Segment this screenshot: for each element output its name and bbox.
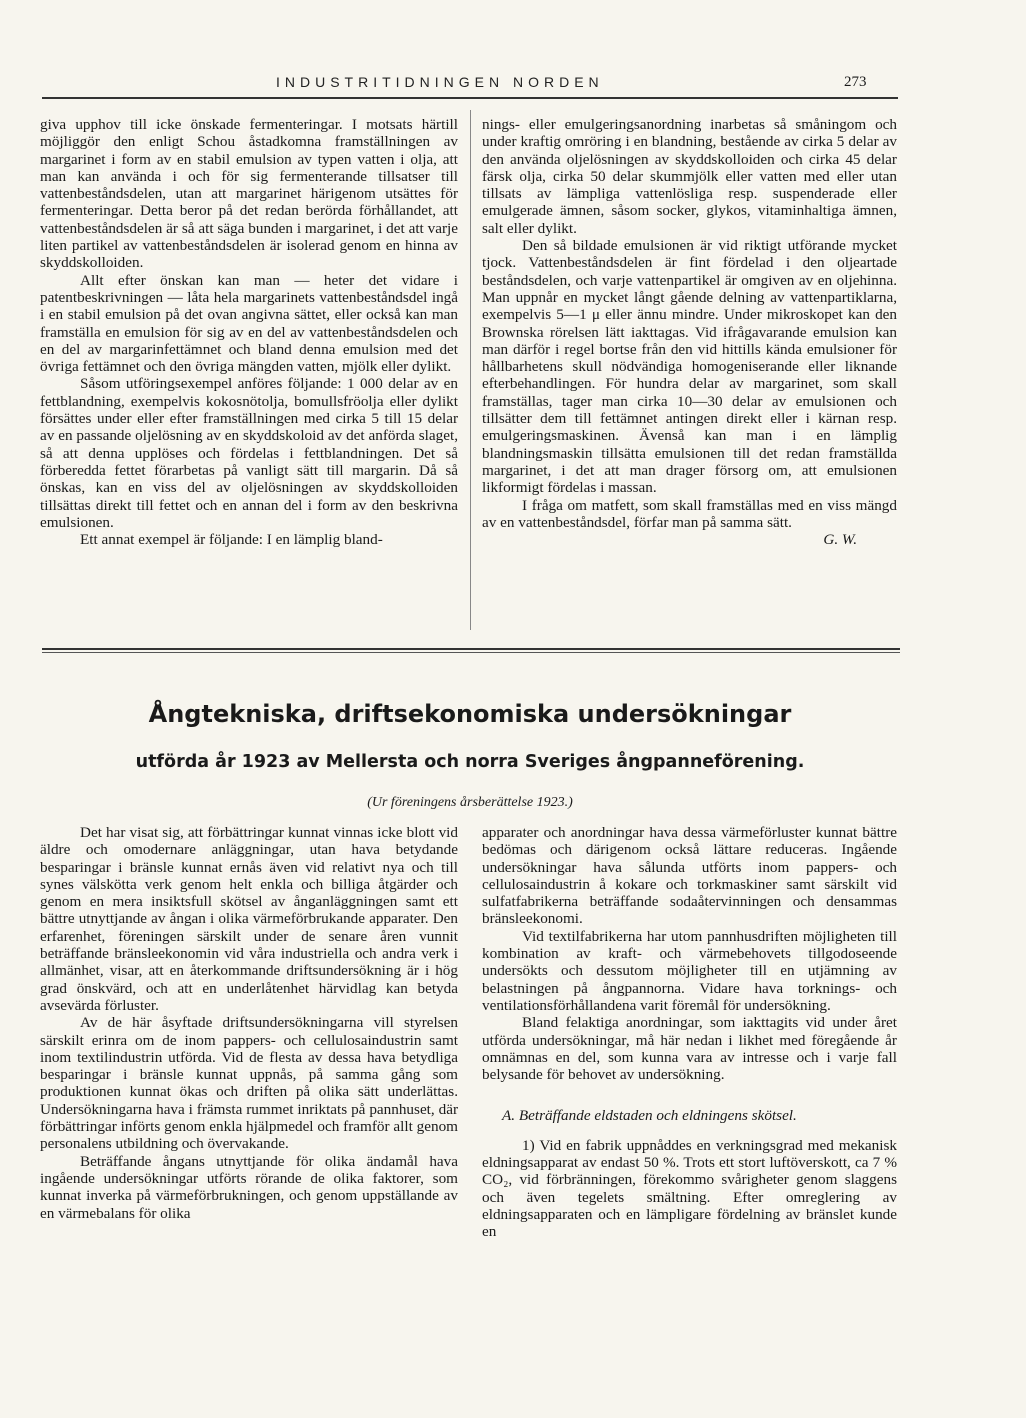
paragraph: 1) Vid en fabrik uppnåddes en verkningsgrad med mekanisk eldningsapparat av endast 50 %. Trots ett stort luftöverskott, ca 7 % CO₂, vid förbränningen, förekommo svårigheter genom slaggens och även tegelets smältning. Efter omreglering av eldningsapparaten och en lämpligare fördelning av bränslet kunde en bbox=[482, 1136, 897, 1241]
author-signature: G. W. bbox=[823, 531, 857, 549]
paragraph: I fråga om matfett, som skall framställas med en viss mängd av en vattenbeståndsdel, förfar man på samma sätt. bbox=[482, 496, 897, 531]
running-head: INDUSTRITIDNINGEN NORDEN bbox=[276, 74, 604, 90]
page-number: 273 bbox=[844, 74, 867, 90]
paragraph: Bland felaktiga anordningar, som iakttagits vid under året utförda undersökningar, må här nedan i likhet med föregående år omnämnas en del, som kunna vara av intresse och i varje fall belysande för behovet av undersökning. bbox=[482, 1014, 897, 1084]
paragraph: apparater och anordningar hava dessa värmeförluster kunnat bättre bedömas och därigenom också lättare reduceras. Ingående undersökningar hava sålunda utförts inom pappers- och cellulosaindustrin å kokare och torkmaskiner samt särskilt vid sulfatfabrikerna beträffande sodaåtervinningen och densammas bränsleekonomi. bbox=[482, 824, 897, 928]
section-divider bbox=[42, 652, 900, 653]
paragraph: nings- eller emulgeringsanordning inarbetas så småningom och under kraftig omröring i en blandning, bestående av cirka 5 delar av den använda oljelösningen av skyddskolloiden och cirka 45 delar färsk olja, cirka 50 delar skummjölk eller vatten med eller utan tillsats av lämpliga vattenlösliga resp. suspenderade eller emulgerade ämnen, såsom socker, glykos, vitaminhaltiga ämnen, salt eller dylikt. bbox=[482, 116, 897, 237]
section-divider bbox=[42, 648, 900, 650]
column-separator bbox=[470, 110, 471, 630]
article-title: Ångtekniska, driftsekonomiska undersökningar bbox=[148, 700, 792, 728]
top-article-column-left bbox=[40, 116, 458, 548]
paragraph: Beträffande ångans utnyttjande för olika ändamål hava ingående undersökningar utförts rörande de olika faktorer, som kunnat inverka på värmeförbrukningen, och genom uppställande av en värmebalans för olika bbox=[40, 1152, 458, 1222]
paragraph: Den så bildade emulsionen är vid riktigt utförande mycket tjock. Vattenbeståndsdelen är fint fördelad i den oljeartade beståndsdelen, och varje vattenpartikel är omgiven av en oljehinna. Man uppnår en mycket långt gående delning av vattenpartiklarna, exempelvis 5—1 μ eller ännu mindre. Under mikroskopet kan den Brownska rörelsen lätt iakttagas. Vid ifrågavarande emulsion kan man därför i regel bortse från den vid hittills kända emulsioner för hållbarhetens skull nödvändiga homogeniserande eller liknande efterbehandlingen. För hundra delar av margarinet, som skall framställas, tager man cirka 10—30 delar av emulsionen och tillsätter dem till fettämnet antingen direkt eller i kärnan resp. emulgeringsmaskinen. Ävenså kan man i en lämplig blandningsmaskin tillsätta emulsionen till det redan framställda margarinet, i det att man drager försorg om, att emulsionen likformigt fördelas i massan. bbox=[482, 237, 897, 497]
header-rule bbox=[42, 97, 898, 99]
paragraph: Vid textilfabrikerna har utom pannhusdriften möjligheten till kombination av kraft- och värmebehovets tillgodoseende undersökts och dessutom möjligheter till en utjämning av belastningen på ångpannorna. Vidare hava torknings- och ventilationsförhållandena varit föremål för undersökning. bbox=[482, 927, 897, 1014]
section-heading: A. Beträffande eldstaden och eldningens skötsel. bbox=[502, 1107, 797, 1125]
top-article-column-right bbox=[482, 116, 897, 548]
paragraph: Det har visat sig, att förbättringar kunnat vinnas icke blott vid äldre och omodernare anläggningar, utan hava betydande besparingar i bränsle kunnat ernås även vid relativt nya och till synes välskötta verk genom helt enkla och billiga åtgärder och genom en mera insiktsfull skötsel av ånganläggningen samt ett bättre utnyttjande av ångan i olika värmeförbrukande apparater. Den erfarenhet, föreningen särskilt under de senare åren vunnit beträffande bränsleekonomin vid våra industriella och andra verk i allmänhet, visar, att en återkommande driftsundersökning är i hög grad önskvärd, och att en underlåtenhet härvidlag kan betyda avsevärda förluster. bbox=[40, 824, 458, 1014]
paragraph: giva upphov till icke önskade fermenteringar. I motsats härtill möjliggör den enligt Schou åstadkomna framställningen av margarinet i form av en stabil emulsion av typen vatten i olja, att man kan använda i och för sig fermenterande tillsatser till vattenbeståndsdelen, utan att margarinet härigenom utsättes för fermenteringar. Detta beror på det redan berörda förhållandet, att vattenbeståndsdelen är så att säga bunden i margarinet, i det att varje liten partikel av vattenbeståndsdelen är isolerad genom en hinna av skyddskolloiden. bbox=[40, 116, 458, 272]
paragraph: Såsom utföringsexempel anföres följande: 1 000 delar av en fettblandning, exempelvis kokosnötolja, bomullsfröolja eller dylikt försättes under eller efter framställningen med cirka 5 till 15 delar av en passande oljelösning av en skyddskoloid av det anförda slaget, så att denna upplöses och fördelas i fettblandningen. Det så förberedda fettet förarbetas på vanligt sätt till margarin. Då så önskas, kan en viss del av oljelösningen av skyddskolloiden tillsättas direkt till fettet och en annan del i form av den beskrivna emulsionen. bbox=[40, 375, 458, 531]
article-subtitle: utförda år 1923 av Mellersta och norra Sveriges ångpanneförening. bbox=[135, 752, 805, 772]
article-column-left bbox=[40, 824, 458, 1222]
paragraph: Allt efter önskan kan man — heter det vidare i patentbeskrivningen — låta hela margarinets vattenbeståndsdel ingå i en stabil emulsion på det ovan angivna sättet, eller också kan man framställa en emulsion för sig av en del av vattenbeståndsdelen och en del av margarinfettämnet och bland denna emulsion med det övriga fettämnet och den övriga mängden vatten, mjölk eller dylikt. bbox=[40, 271, 458, 376]
article-column-right bbox=[482, 824, 897, 1241]
article-source-note: (Ur föreningens årsberättelse 1923.) bbox=[367, 795, 573, 810]
paragraph: Ett annat exempel är följande: I en lämplig bland- bbox=[80, 531, 383, 549]
paragraph: Av de här åsyftade driftsundersökningarna vill styrelsen särskilt erinra om de inom pappers- och cellulosaindustrin samt inom textilindustrin utförda. Vid de flesta av dessa hava betydliga besparingar i bränsle kunnat uppnås, på samma gång som produktionen kunnat ökas och driften på olika sätt underlättas. Undersökningarna hava i främsta rummet inriktats på pannhuset, där förbättringar införts genom enkla hjälpmedel och framför allt genom personalens utbildning och övervakande. bbox=[40, 1014, 458, 1153]
